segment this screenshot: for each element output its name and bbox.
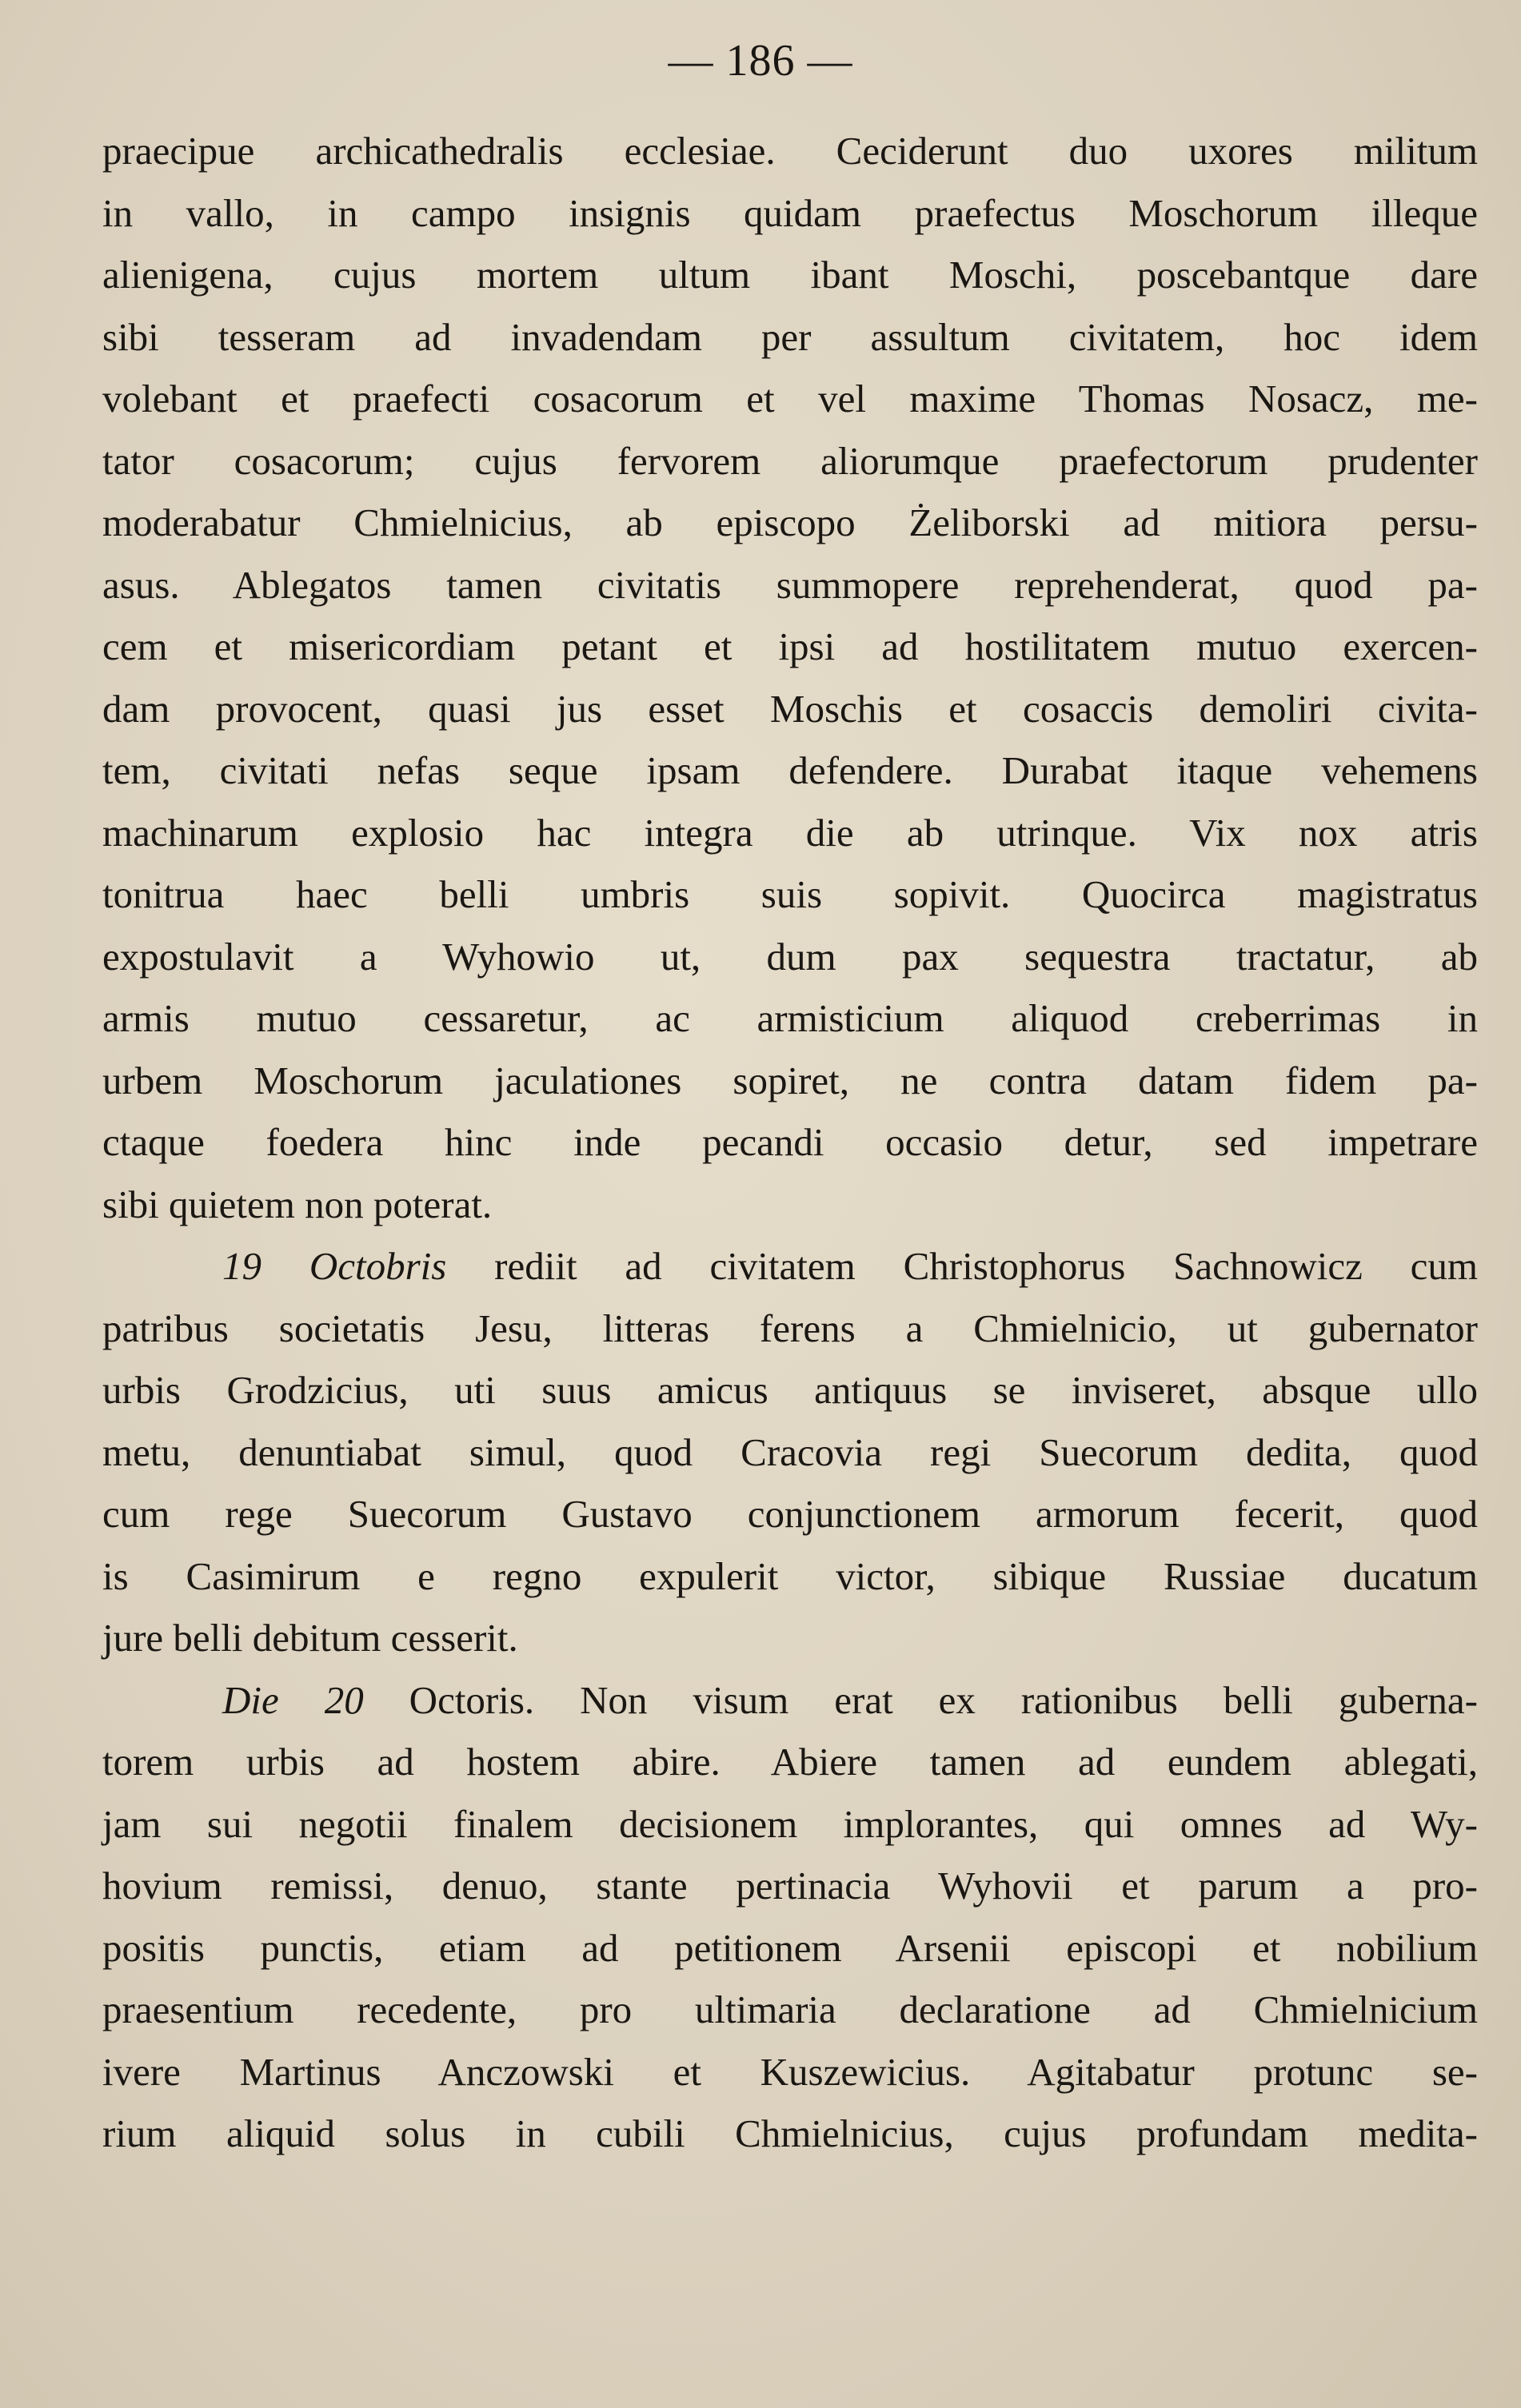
text-line: tator cosacorum; cujus fervorem aliorumque praefectorum prudenter — [102, 438, 1478, 483]
date-lead: 19 Octobris — [222, 1244, 447, 1288]
text-line: armis mutuo cessaretur, ac armisticium aliquod creberrimas in — [102, 996, 1478, 1040]
text-line: urbis Grodzicius, uti suus amicus antiquus se inviseret, absque ullo — [102, 1368, 1478, 1412]
text-line: ivere Martinus Anczowski et Kuszewicius. Agitabatur protunc se- — [102, 2049, 1478, 2094]
text-line: rium aliquid solus in cubili Chmielnicius, cujus profundam medita- — [102, 2111, 1478, 2155]
text-line — [102, 1669, 1478, 1732]
text-line: in vallo, in campo insignis quidam praefectus Moschorum illeque — [102, 190, 1478, 235]
text-line: urbem Moschorum jaculationes sopiret, ne contra datam fidem pa- — [102, 1058, 1478, 1102]
text-line: volebant et praefecti cosacorum et vel maxime Thomas Nosacz, me- — [102, 377, 1478, 421]
text-line: expostulavit a Wyhowio ut, dum pax sequestra tractatur, ab — [102, 934, 1478, 979]
text-line: hovium remissi, denuo, stante pertinacia Wyhovii et parum a pro- — [102, 1864, 1478, 1908]
text-line: cum rege Suecorum Gustavo conjunctionem armorum fecerit, quod — [102, 1492, 1478, 1536]
text-line: sibi quietem non poterat. — [102, 1182, 493, 1226]
text-line: cem et misericordiam petant et ipsi ad hostilitatem mutuo exercen- — [102, 624, 1478, 668]
paragraph-3 — [102, 1669, 1478, 2165]
text-line: alienigena, cujus mortem ultum ibant Moschi, poscebantque dare — [102, 253, 1478, 297]
text-line: is Casimirum e regno expulerit victor, sibique Russiae ducatum — [102, 1553, 1478, 1598]
paragraph-1 — [102, 120, 1478, 1235]
text-line — [102, 1235, 1478, 1298]
page-number: — 186 — — [668, 36, 853, 86]
date-lead: Die 20 — [222, 1677, 364, 1722]
text-block — [102, 120, 1478, 2165]
text-line: machinarum explosio hac integra die ab utrinque. Vix nox atris — [102, 810, 1478, 855]
text-line: tonitrua haec belli umbris suis sopivit. Quocirca magistratus — [102, 872, 1478, 916]
text-line: praecipue archicathedralis ecclesiae. Ceciderunt duo uxores militum — [102, 129, 1478, 173]
text-line-rest: Octoris. Non visum erat ex rationibus belli guberna- — [363, 1677, 1478, 1722]
text-line: tem, civitati nefas seque ipsam defendere. Durabat itaque vehemens — [102, 748, 1478, 792]
text-line: asus. Ablegatos tamen civitatis summopere reprehenderat, quod pa- — [102, 562, 1478, 607]
text-line: torem urbis ad hostem abire. Abiere tamen ad eundem ablegati, — [102, 1740, 1478, 1784]
paragraph-2 — [102, 1235, 1478, 1669]
text-line-rest: rediit ad civitatem Christophorus Sachnowicz cum — [446, 1244, 1479, 1288]
text-line: metu, denuntiabat simul, quod Cracovia regi Suecorum dedita, quod — [102, 1429, 1478, 1474]
text-line: jam sui negotii finalem decisionem implorantes, qui omnes ad Wy- — [102, 1801, 1478, 1846]
text-line: positis punctis, etiam ad petitionem Arsenii episcopi et nobilium — [102, 1925, 1478, 1970]
text-line: patribus societatis Jesu, litteras ferens a Chmielnicio, ut gubernator — [102, 1306, 1478, 1350]
text-line: praesentium recedente, pro ultimaria declaratione ad Chmielnicium — [102, 1987, 1478, 2031]
text-line: jure belli debitum cesserit. — [102, 1616, 518, 1660]
text-line: sibi tesseram ad invadendam per assultum civitatem, hoc idem — [102, 314, 1478, 359]
text-line: ctaque foedera hinc inde pecandi occasio detur, sed impetrare — [102, 1120, 1478, 1164]
text-line: moderabatur Chmielnicius, ab episcopo Żeliborski ad mitiora persu- — [102, 500, 1478, 544]
text-line: dam provocent, quasi jus esset Moschis et cosaccis demoliri civita- — [102, 686, 1478, 731]
